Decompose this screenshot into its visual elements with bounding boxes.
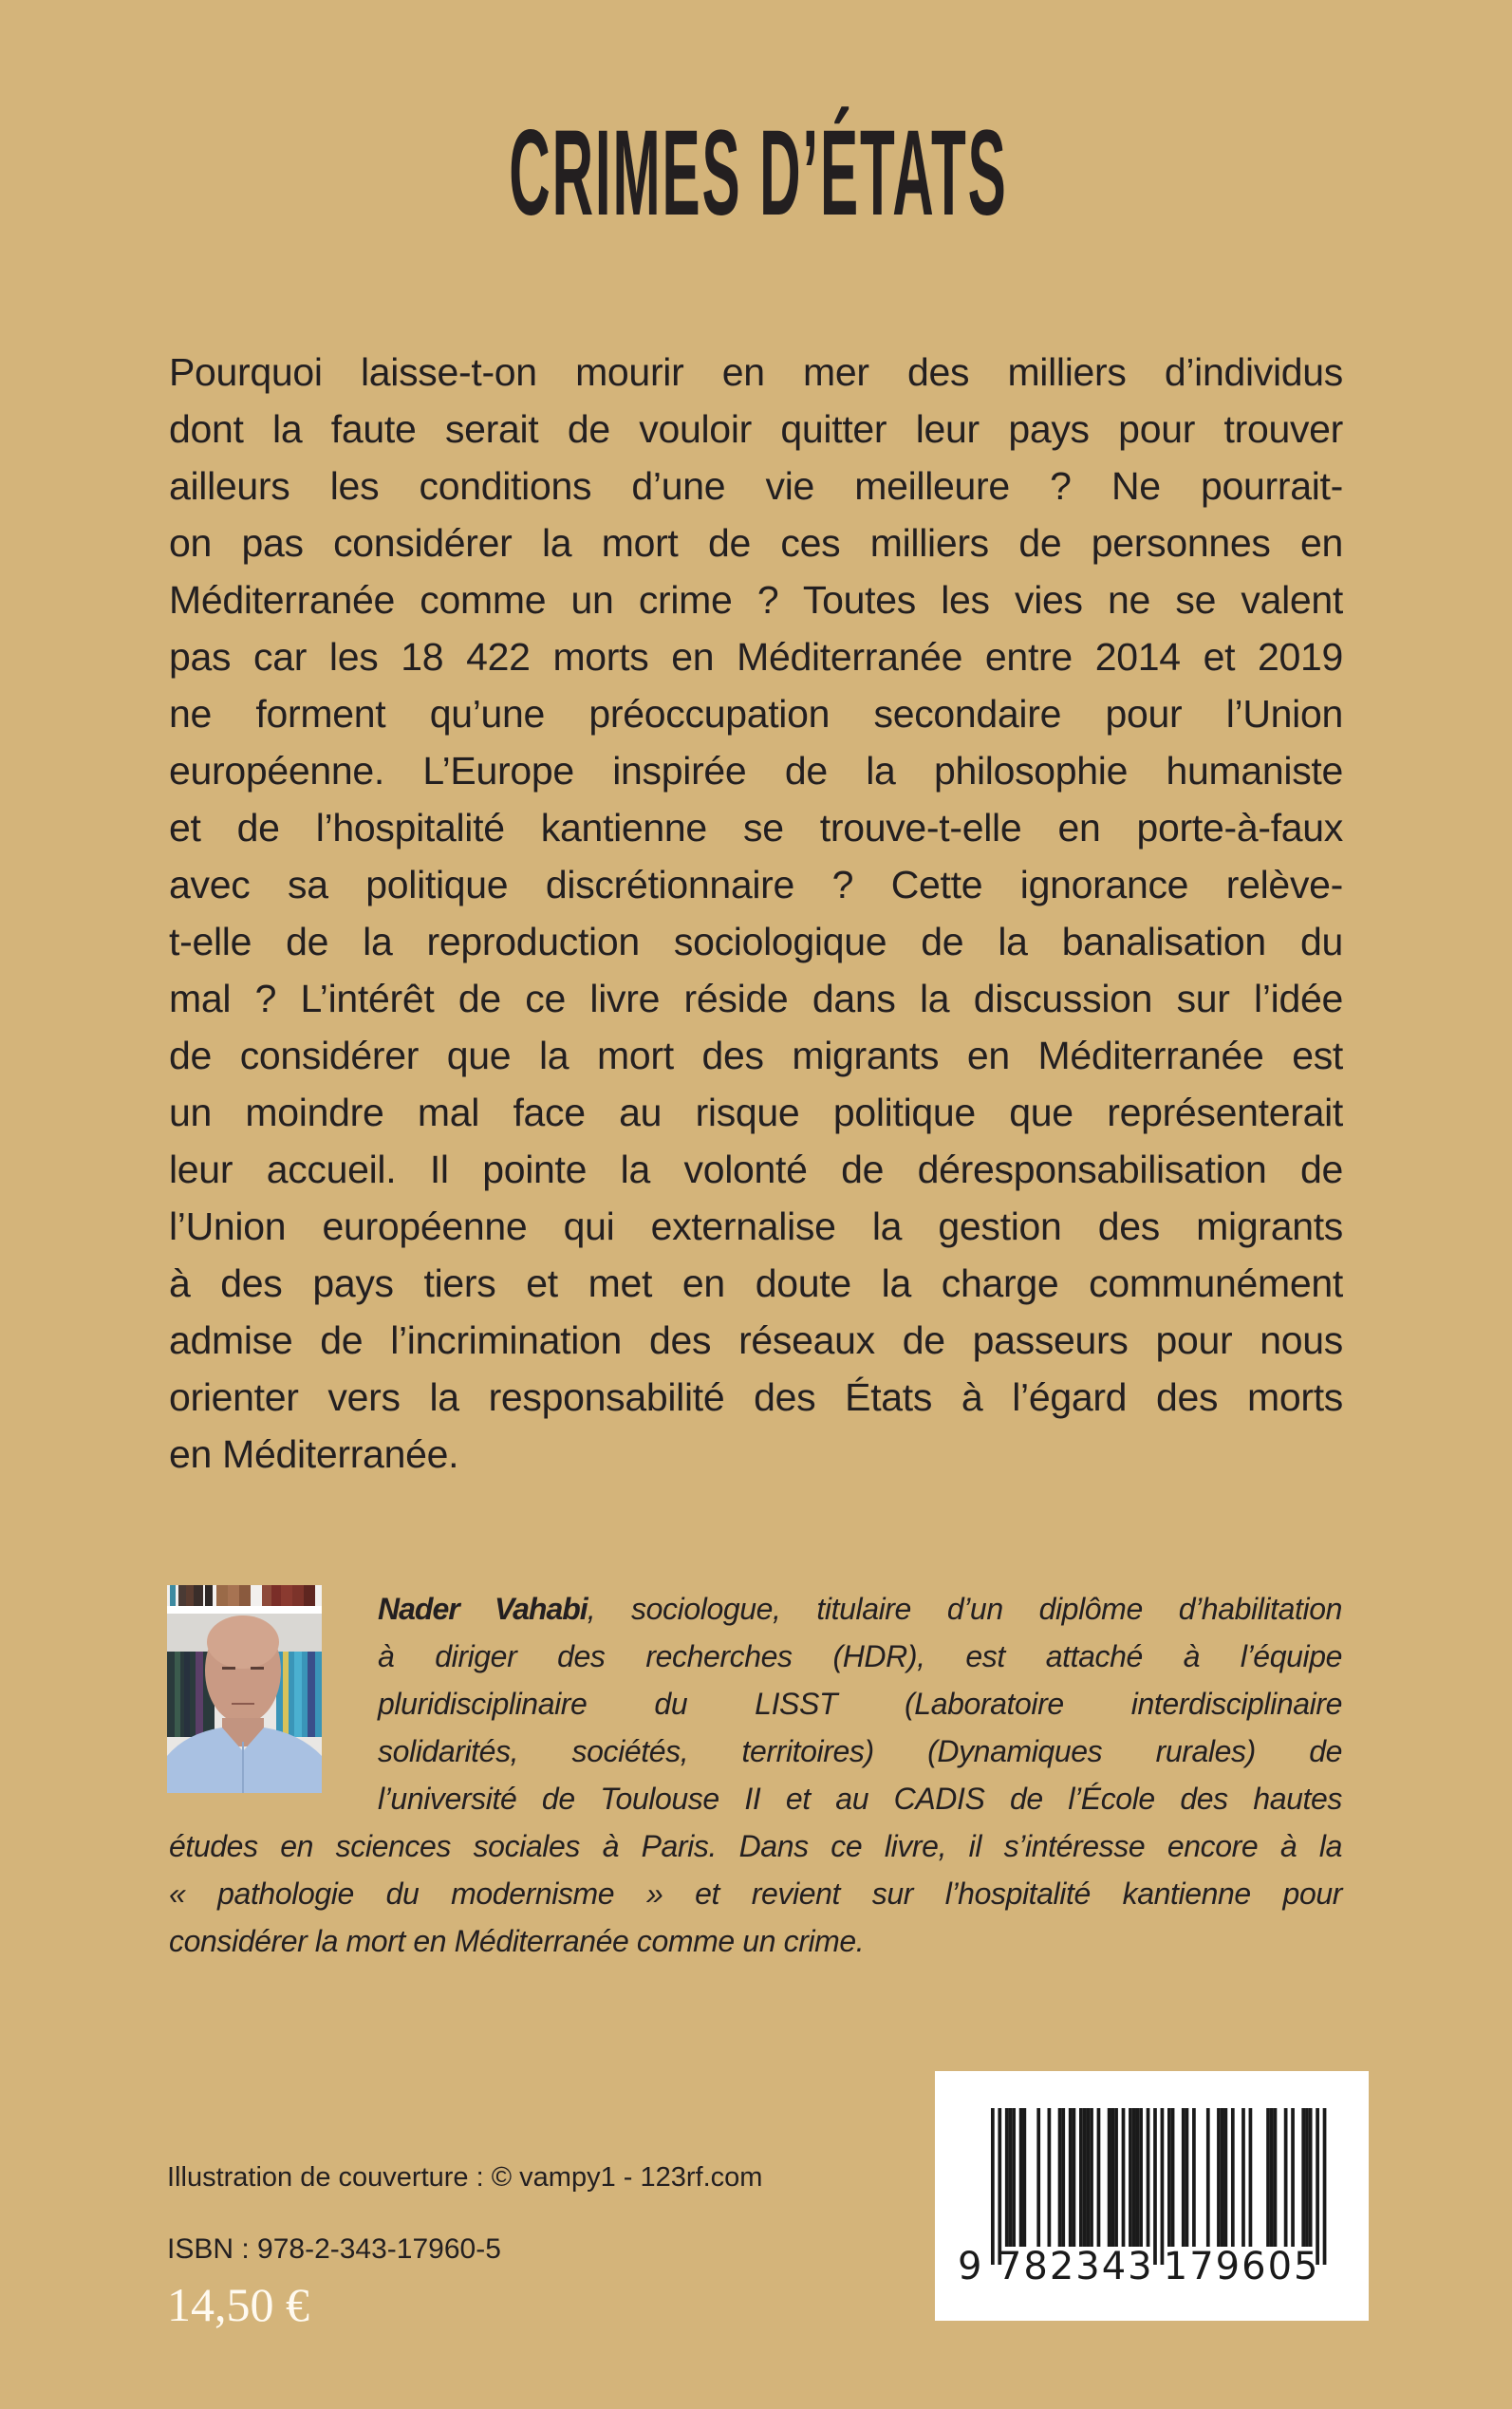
illustration-credit: Illustration de couverture : © vampy1 - 123rf.com xyxy=(167,2162,763,2193)
blurb-line: en Méditerranée. xyxy=(169,1432,459,1476)
blurb-line: on pas considérer la mort de ces milliers de personnes en xyxy=(169,521,1343,565)
bio-line: à diriger des recherches (HDR), est attaché à l’équipe xyxy=(378,1639,1342,1673)
blurb-line: mal ? L’intérêt de ce livre réside dans la discussion sur l’idée xyxy=(169,977,1343,1020)
blurb-line: de considérer que la mort des migrants en Méditerranée est xyxy=(169,1034,1343,1077)
isbn-barcode xyxy=(935,2071,1369,2321)
title-area xyxy=(0,105,1512,241)
blurb-line: un moindre mal face au risque politique que représenterait xyxy=(169,1091,1343,1134)
blurb-line: l’Union européenne qui externalise la gestion des migrants xyxy=(169,1204,1343,1248)
bio-line: considérer la mort en Méditerranée comme un crime. xyxy=(169,1924,865,1958)
blurb-line: pas car les 18 422 morts en Méditerranée entre 2014 et 2019 xyxy=(169,635,1343,679)
svg-text:9: 9 xyxy=(958,2245,984,2288)
bio-text: , sociologue, titulaire d’un diplôme d’habilitation xyxy=(587,1592,1342,1626)
bio-line: l’université de Toulouse II et au CADIS de l’École des hautes xyxy=(378,1782,1342,1816)
blurb-line: ne forment qu’une préoccupation secondaire pour l’Union xyxy=(169,692,1343,736)
blurb-line: t-elle de la reproduction sociologique de la banalisation du xyxy=(169,920,1343,963)
bio-line: « pathologie du modernisme » et revient sur l’hospitalité kantienne pour xyxy=(169,1877,1342,1911)
author-bio xyxy=(169,1585,1342,1965)
isbn: ISBN : 978-2-343-17960-5 xyxy=(167,2233,501,2265)
book-title: CRIMES D’ÉTATS xyxy=(508,105,1008,241)
blurb-line: Pourquoi laisse-t-on mourir en mer des milliers d’individus xyxy=(169,350,1343,394)
blurb-line: et de l’hospitalité kantienne se trouve-t-elle en porte-à-faux xyxy=(169,806,1343,850)
bio-line: pluridisciplinaire du LISST (Laboratoire interdisciplinaire xyxy=(378,1687,1342,1721)
bio-line: solidarités, sociétés, territoires) (Dynamiques rurales) de xyxy=(378,1734,1342,1768)
author-name: Nader Vahabi xyxy=(378,1592,588,1626)
blurb-line: européenne. L’Europe inspirée de la philosophie humaniste xyxy=(169,749,1343,793)
back-cover-blurb xyxy=(169,344,1343,1483)
blurb-line: admise de l’incrimination des réseaux de passeurs pour nous xyxy=(169,1318,1343,1362)
bio-line: études en sciences sociales à Paris. Dans ce livre, il s’intéresse encore à la xyxy=(169,1829,1342,1863)
blurb-line: orienter vers la responsabilité des États à l’égard des morts xyxy=(169,1375,1343,1419)
svg-text:782343: 782343 xyxy=(997,2245,1154,2288)
blurb-line: ailleurs les conditions d’une vie meilleure ? Ne pourrait- xyxy=(169,464,1343,508)
blurb-line: Méditerranée comme un crime ? Toutes les vies ne se valent xyxy=(169,578,1343,622)
barcode-icon xyxy=(935,2071,1369,2321)
bio-line xyxy=(378,1585,1342,1633)
blurb-line: à des pays tiers et met en doute la charge communément xyxy=(169,1261,1343,1305)
blurb-line: leur accueil. Il pointe la volonté de déresponsabilisation de xyxy=(169,1148,1343,1191)
svg-text:179605: 179605 xyxy=(1163,2245,1320,2288)
price: 14,50 € xyxy=(167,2278,309,2331)
blurb-line: avec sa politique discrétionnaire ? Cette ignorance relève- xyxy=(169,863,1343,906)
blurb-line: dont la faute serait de vouloir quitter leur pays pour trouver xyxy=(169,407,1343,451)
